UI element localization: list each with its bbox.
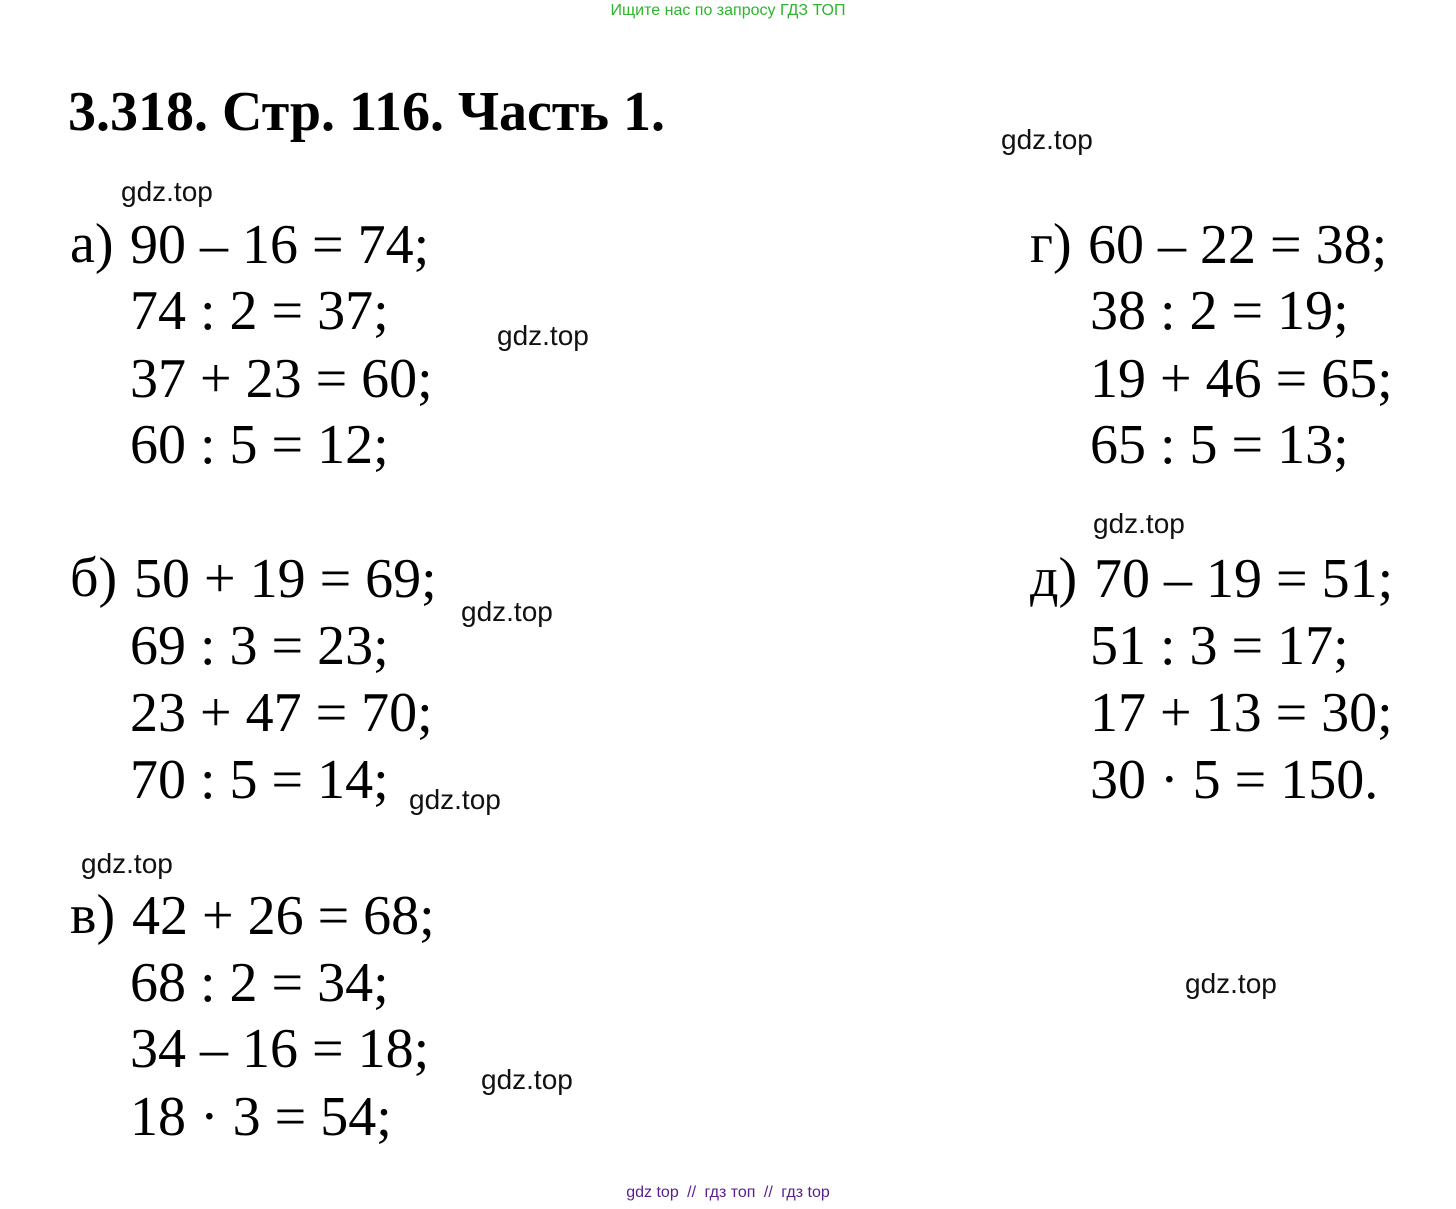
equation-line: 68 : 2 = 34; — [130, 952, 389, 1014]
equation-line: 18 · 3 = 54; — [130, 1086, 392, 1148]
watermark: gdz.top — [1093, 508, 1185, 539]
equation-line: 70 : 5 = 14; — [130, 749, 389, 811]
watermark: gdz.top — [409, 784, 501, 815]
equation-line: 74 : 2 = 37; — [130, 280, 389, 342]
watermark: gdz.top — [481, 1064, 573, 1095]
page-title: 3.318. Стр. 116. Часть 1. — [68, 81, 666, 143]
equation-line: 51 : 3 = 17; — [1090, 615, 1349, 677]
part-a-label: а) — [70, 213, 114, 275]
watermark: gdz.top — [497, 320, 589, 351]
equation-line: 30 · 5 = 150. — [1090, 749, 1379, 811]
equation-line: 38 : 2 = 19; — [1090, 280, 1349, 342]
equation-line: 50 + 19 = 69; — [134, 548, 437, 610]
watermark: gdz.top — [81, 848, 173, 879]
watermark: gdz.top — [1001, 124, 1093, 155]
equation-line: 70 – 19 = 51; — [1094, 548, 1394, 610]
equation-line: 19 + 46 = 65; — [1090, 348, 1393, 410]
equation-line: 60 : 5 = 12; — [130, 414, 389, 476]
footer-separator: // — [687, 1184, 697, 1201]
footer-separator: // — [763, 1184, 773, 1201]
equation-line: 37 + 23 = 60; — [130, 348, 433, 410]
footer-link[interactable]: гдз top — [781, 1184, 830, 1201]
equation-line: 17 + 13 = 30; — [1090, 682, 1393, 744]
equation-line: 69 : 3 = 23; — [130, 615, 389, 677]
equation-line: 42 + 26 = 68; — [132, 885, 435, 947]
watermark: gdz.top — [1185, 968, 1277, 999]
part-b-label: б) — [70, 547, 118, 609]
part-d-label: д) — [1030, 547, 1078, 609]
equation-line: 90 – 16 = 74; — [130, 214, 430, 276]
equation-line: 34 – 16 = 18; — [130, 1018, 430, 1080]
part-v-label: в) — [70, 884, 116, 946]
footer-link[interactable]: гдз топ — [704, 1184, 756, 1201]
top-banner: Ищите нас по запросу ГДЗ ТОП — [610, 2, 846, 19]
part-g-label: г) — [1030, 213, 1072, 275]
footer-link[interactable]: gdz top — [626, 1184, 679, 1201]
equation-line: 60 – 22 = 38; — [1088, 214, 1388, 276]
watermark: gdz.top — [121, 176, 213, 207]
watermark: gdz.top — [461, 596, 553, 627]
equation-line: 23 + 47 = 70; — [130, 682, 433, 744]
equation-line: 65 : 5 = 13; — [1090, 414, 1349, 476]
footer — [0, 1184, 1456, 1202]
